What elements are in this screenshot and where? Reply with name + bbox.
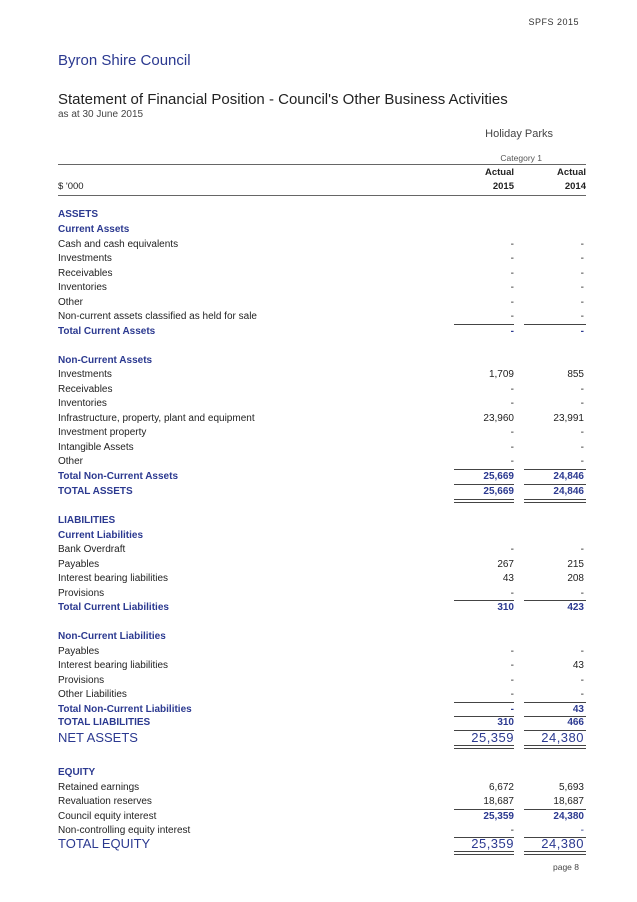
row-label: Total Non-Current Assets xyxy=(58,471,179,482)
value-2014: - xyxy=(580,282,584,293)
value-2014: 43 xyxy=(572,660,584,671)
row-total-noncurrent-liabilities xyxy=(58,703,586,717)
row-label: TOTAL EQUITY xyxy=(58,836,151,851)
section-equity xyxy=(58,766,586,780)
value-2014: 18,687 xyxy=(553,796,584,807)
value-2014: - xyxy=(580,825,584,836)
value-2015: - xyxy=(510,660,514,671)
value-2014: - xyxy=(580,253,584,264)
subsection-noncurrent-liabilities xyxy=(58,630,586,644)
subsection-label: Non-Current Liabilities xyxy=(58,631,166,642)
value-2015: - xyxy=(510,646,514,657)
row-bank-overdraft xyxy=(58,543,586,557)
value-2014: - xyxy=(580,384,584,395)
page-number: page 8 xyxy=(553,862,579,872)
row-label: Interest bearing liabilities xyxy=(58,660,169,671)
subsection-label: Current Liabilities xyxy=(58,530,144,541)
value-2015: 18,687 xyxy=(483,796,514,807)
row-label: Interest bearing liabilities xyxy=(58,573,169,584)
row-label: Inventories xyxy=(58,398,107,409)
subsection-noncurrent-assets xyxy=(58,354,586,368)
row-label: Other Liabilities xyxy=(58,689,127,700)
row-label: Investment property xyxy=(58,427,147,438)
value-2014: 24,380 xyxy=(541,730,584,745)
row-retained-earnings xyxy=(58,781,586,795)
row-label: Receivables xyxy=(58,268,113,279)
value-2015: - xyxy=(510,689,514,700)
business-activity-name: Holiday Parks xyxy=(485,128,553,140)
row-label: Receivables xyxy=(58,384,113,395)
value-2014: - xyxy=(580,268,584,279)
row-label: Provisions xyxy=(58,588,105,599)
row-provisions-current xyxy=(58,587,586,601)
row-other-noncurrent xyxy=(58,455,586,469)
value-2014: - xyxy=(580,442,584,453)
row-payables-current xyxy=(58,558,586,572)
subsection-label: Current Assets xyxy=(58,224,130,235)
value-2014: 43 xyxy=(572,704,584,715)
value-2014: - xyxy=(580,456,584,467)
row-label: TOTAL LIABILITIES xyxy=(58,717,151,728)
value-2014: 24,380 xyxy=(541,836,584,851)
value-2014: - xyxy=(580,427,584,438)
row-label: Council equity interest xyxy=(58,811,157,822)
total-double-rule xyxy=(524,745,586,749)
col-2014-year: 2014 xyxy=(564,181,586,192)
row-interest-bearing-noncurrent xyxy=(58,659,586,673)
value-2015: 25,669 xyxy=(483,471,514,482)
row-label: Inventories xyxy=(58,282,107,293)
row-label: Non-current assets classified as held for sale xyxy=(58,311,257,322)
row-total-liabilities xyxy=(58,716,586,730)
value-2015: 25,669 xyxy=(483,486,514,497)
row-total-assets xyxy=(58,485,586,499)
row-label: Cash and cash equivalents xyxy=(58,239,179,250)
value-2015: 25,359 xyxy=(471,730,514,745)
subsection-label: Non-Current Assets xyxy=(58,355,153,366)
row-investment-property xyxy=(58,426,586,440)
total-double-rule xyxy=(454,851,514,855)
row-cash xyxy=(58,238,586,252)
row-investments-current xyxy=(58,252,586,266)
value-2015: - xyxy=(510,704,514,715)
value-2014: 215 xyxy=(567,559,584,570)
value-2015: - xyxy=(510,544,514,555)
value-2015: - xyxy=(510,442,514,453)
row-other-liabilities xyxy=(58,688,586,702)
row-inventories-current xyxy=(58,281,586,295)
value-2015: - xyxy=(510,427,514,438)
row-total-noncurrent-assets xyxy=(58,470,586,484)
row-label: Provisions xyxy=(58,675,105,686)
value-2015: - xyxy=(510,588,514,599)
section-liabilities xyxy=(58,514,586,528)
value-2015: - xyxy=(510,384,514,395)
value-2014: - xyxy=(580,544,584,555)
value-2014: 5,693 xyxy=(558,782,584,793)
section-label: ASSETS xyxy=(58,209,99,220)
row-held-for-sale xyxy=(58,310,586,324)
row-label: Retained earnings xyxy=(58,782,140,793)
row-label: Other xyxy=(58,297,84,308)
value-2014: - xyxy=(580,311,584,322)
value-2014: - xyxy=(580,398,584,409)
value-2014: - xyxy=(580,239,584,250)
row-label: Intangible Assets xyxy=(58,442,134,453)
statement-date: as at 30 June 2015 xyxy=(58,109,144,120)
value-2014: 23,991 xyxy=(553,413,584,424)
row-inventories-noncurrent xyxy=(58,397,586,411)
statement-title: Statement of Financial Position - Council's Other Business Activities xyxy=(58,91,508,108)
total-double-rule xyxy=(454,745,514,749)
row-label: NET ASSETS xyxy=(58,730,138,745)
value-2015: 23,960 xyxy=(483,413,514,424)
council-name: Byron Shire Council xyxy=(58,52,191,69)
row-ippe xyxy=(58,412,586,426)
row-label: Bank Overdraft xyxy=(58,544,126,555)
col-2014-heading: Actual xyxy=(556,167,586,178)
row-payables-noncurrent xyxy=(58,645,586,659)
subsection-current-assets xyxy=(58,223,586,237)
total-double-rule xyxy=(454,499,514,503)
value-2014: - xyxy=(580,326,584,337)
row-total-current-assets xyxy=(58,325,586,339)
row-council-equity-interest xyxy=(58,810,586,824)
value-2015: - xyxy=(510,239,514,250)
category-label: Category 1 xyxy=(500,153,542,163)
total-double-rule xyxy=(524,499,586,503)
row-label: Payables xyxy=(58,559,100,570)
value-2015: 310 xyxy=(497,602,514,613)
value-2014: - xyxy=(580,689,584,700)
row-receivables-current xyxy=(58,267,586,281)
value-2014: - xyxy=(580,588,584,599)
value-2015: - xyxy=(510,253,514,264)
row-label: TOTAL ASSETS xyxy=(58,486,133,497)
row-label: Other xyxy=(58,456,84,467)
value-2015: - xyxy=(510,456,514,467)
value-2014: 24,380 xyxy=(553,811,584,822)
total-double-rule xyxy=(524,851,586,855)
value-2015: 6,672 xyxy=(488,782,514,793)
row-label: Payables xyxy=(58,646,100,657)
row-other-current xyxy=(58,296,586,310)
row-label: Investments xyxy=(58,253,112,264)
row-revaluation-reserves xyxy=(58,795,586,809)
value-2015: 25,359 xyxy=(483,811,514,822)
row-label: Total Current Liabilities xyxy=(58,602,169,613)
value-2015: - xyxy=(510,825,514,836)
section-assets xyxy=(58,208,586,222)
row-label: Total Current Assets xyxy=(58,326,156,337)
row-interest-bearing-current xyxy=(58,572,586,586)
value-2015: - xyxy=(510,282,514,293)
value-2015: 43 xyxy=(502,573,514,584)
row-investments-noncurrent xyxy=(58,368,586,382)
row-receivables-noncurrent xyxy=(58,383,586,397)
unit-label: $ '000 xyxy=(58,181,84,192)
document-code: SPFS 2015 xyxy=(528,17,579,27)
value-2015: - xyxy=(510,326,514,337)
section-label: LIABILITIES xyxy=(58,515,116,526)
row-label: Infrastructure, property, plant and equipment xyxy=(58,413,255,424)
value-2015: - xyxy=(510,268,514,279)
value-2014: - xyxy=(580,646,584,657)
value-2015: - xyxy=(510,297,514,308)
row-label: Revaluation reserves xyxy=(58,796,152,807)
row-label: Total Non-Current Liabilities xyxy=(58,704,192,715)
value-2015: - xyxy=(510,311,514,322)
value-2014: 24,846 xyxy=(553,471,584,482)
value-2014: 423 xyxy=(567,602,584,613)
header-divider xyxy=(58,164,586,165)
col-2015-year: 2015 xyxy=(492,181,514,192)
value-2014: 466 xyxy=(567,717,584,728)
value-2015: 1,709 xyxy=(488,369,514,380)
value-2015: 25,359 xyxy=(471,836,514,851)
value-2014: 208 xyxy=(567,573,584,584)
value-2014: 855 xyxy=(567,369,584,380)
section-label: EQUITY xyxy=(58,767,96,778)
row-total-current-liabilities xyxy=(58,601,586,615)
col-2015-heading: Actual xyxy=(484,167,514,178)
value-2015: 310 xyxy=(497,717,514,728)
value-2015: 267 xyxy=(497,559,514,570)
subsection-current-liabilities xyxy=(58,529,586,543)
value-2015: - xyxy=(510,398,514,409)
value-2014: - xyxy=(580,675,584,686)
column-header-divider xyxy=(58,195,586,196)
value-2014: - xyxy=(580,297,584,308)
value-2014: 24,846 xyxy=(553,486,584,497)
row-provisions-noncurrent xyxy=(58,674,586,688)
row-label: Non-controlling equity interest xyxy=(58,825,191,836)
row-label: Investments xyxy=(58,369,112,380)
row-intangible-assets xyxy=(58,441,586,455)
value-2015: - xyxy=(510,675,514,686)
